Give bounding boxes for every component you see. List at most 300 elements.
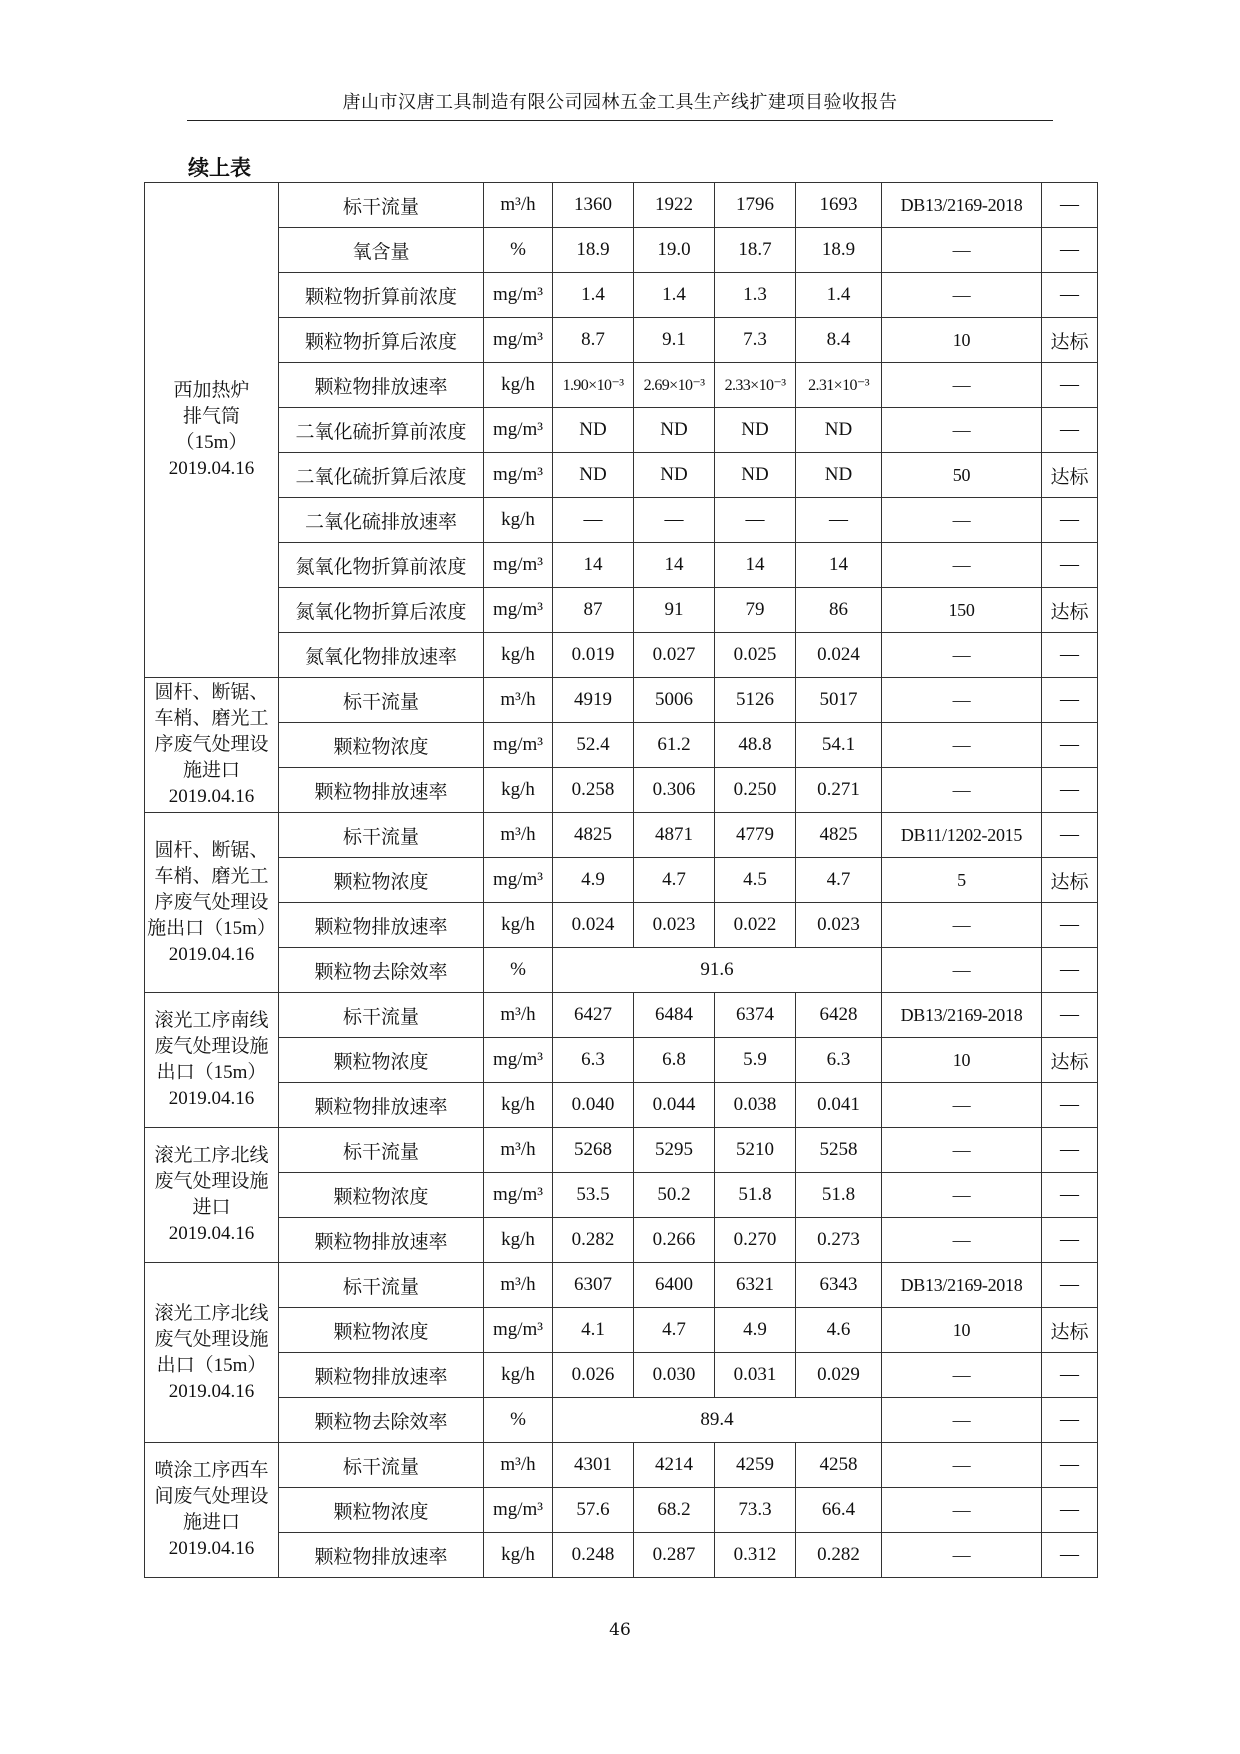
location-cell	[145, 678, 279, 813]
unit-cell: mg/m³	[484, 1308, 553, 1353]
table-row	[145, 1398, 1098, 1443]
value-cell: 19.0	[634, 228, 715, 273]
item-cell: 标干流量	[279, 183, 484, 228]
value-cell: 1922	[634, 183, 715, 228]
value-cell: 1796	[715, 183, 796, 228]
result-cell: 达标	[1042, 1308, 1098, 1353]
value-cell: 4301	[553, 1443, 634, 1488]
unit-cell: kg/h	[484, 1083, 553, 1128]
location-line: 施进口	[182, 760, 240, 781]
standard-cell: —	[882, 1083, 1042, 1128]
value-cell: 0.030	[634, 1353, 715, 1398]
value-cell: 4.7	[634, 858, 715, 903]
value-cell: 0.250	[715, 768, 796, 813]
value-cell: 4.9	[715, 1308, 796, 1353]
location-line: 2019.04.16	[168, 1223, 255, 1244]
value-cell: 0.282	[796, 1533, 882, 1578]
table-row	[145, 1128, 1098, 1173]
unit-cell: kg/h	[484, 903, 553, 948]
value-cell: 5295	[634, 1128, 715, 1173]
value-cell: 4258	[796, 1443, 882, 1488]
location-line: 出口（15m）	[156, 1062, 267, 1083]
value-cell: 0.019	[553, 633, 634, 678]
value-cell: 6343	[796, 1263, 882, 1308]
value-cell: 4.1	[553, 1308, 634, 1353]
standard-cell: 50	[882, 453, 1042, 498]
value-cell: 0.029	[796, 1353, 882, 1398]
value-cell: 52.4	[553, 723, 634, 768]
item-cell: 标干流量	[279, 1443, 484, 1488]
value-cell: 4.5	[715, 858, 796, 903]
standard-cell: —	[882, 1128, 1042, 1173]
value-cell: 0.273	[796, 1218, 882, 1263]
item-cell: 颗粒物排放速率	[279, 1353, 484, 1398]
value-cell: 4259	[715, 1443, 796, 1488]
standard-cell: —	[882, 498, 1042, 543]
item-cell: 二氧化硫排放速率	[279, 498, 484, 543]
value-cell: 18.9	[796, 228, 882, 273]
table-row	[145, 1263, 1098, 1308]
result-cell: —	[1042, 1353, 1098, 1398]
unit-cell: m³/h	[484, 1128, 553, 1173]
value-cell: 2.31×10⁻³	[796, 363, 882, 408]
value-cell: ND	[796, 408, 882, 453]
result-cell: —	[1042, 993, 1098, 1038]
value-cell: 0.044	[634, 1083, 715, 1128]
item-cell: 标干流量	[279, 813, 484, 858]
value-cell: 0.025	[715, 633, 796, 678]
value-cell: 4.6	[796, 1308, 882, 1353]
location-line: 圆杆、断锯、	[154, 682, 269, 703]
table-row	[145, 498, 1098, 543]
unit-cell: mg/m³	[484, 1488, 553, 1533]
table-row	[145, 228, 1098, 273]
value-cell: 0.287	[634, 1533, 715, 1578]
value-cell: 4825	[553, 813, 634, 858]
table-row	[145, 273, 1098, 318]
value-cell: 4.7	[634, 1308, 715, 1353]
unit-cell: mg/m³	[484, 408, 553, 453]
standard-cell: 10	[882, 1308, 1042, 1353]
location-cell	[145, 1128, 279, 1263]
value-cell: 0.024	[553, 903, 634, 948]
result-cell: —	[1042, 1218, 1098, 1263]
item-cell: 颗粒物浓度	[279, 723, 484, 768]
value-cell: ND	[715, 453, 796, 498]
result-cell: —	[1042, 1128, 1098, 1173]
value-cell: 5258	[796, 1128, 882, 1173]
value-cell: 4.7	[796, 858, 882, 903]
table-row	[145, 633, 1098, 678]
standard-cell: —	[882, 678, 1042, 723]
unit-cell: kg/h	[484, 1353, 553, 1398]
unit-cell: kg/h	[484, 1218, 553, 1263]
standard-cell: —	[882, 948, 1042, 993]
value-cell: —	[796, 498, 882, 543]
value-cell: 6427	[553, 993, 634, 1038]
unit-cell: mg/m³	[484, 543, 553, 588]
table-row	[145, 408, 1098, 453]
standard-cell: —	[882, 1443, 1042, 1488]
location-line: 进口	[192, 1197, 231, 1218]
location-line: 西加热炉	[173, 380, 250, 401]
value-cell: 6.3	[553, 1038, 634, 1083]
value-cell: 87	[553, 588, 634, 633]
result-cell: —	[1042, 273, 1098, 318]
table-row	[145, 363, 1098, 408]
unit-cell: mg/m³	[484, 588, 553, 633]
location-line: 滚光工序南线	[154, 1010, 269, 1031]
value-cell: 6374	[715, 993, 796, 1038]
standard-cell: —	[882, 1488, 1042, 1533]
value-cell: 0.031	[715, 1353, 796, 1398]
value-cell: 0.027	[634, 633, 715, 678]
unit-cell: kg/h	[484, 363, 553, 408]
item-cell: 标干流量	[279, 1263, 484, 1308]
result-cell: —	[1042, 1173, 1098, 1218]
standard-cell: —	[882, 1398, 1042, 1443]
location-line: 施出口（15m）	[147, 917, 276, 939]
location-line: 废气处理设施	[154, 1328, 269, 1350]
value-cell: ND	[796, 453, 882, 498]
item-cell: 颗粒物浓度	[279, 858, 484, 903]
table-row	[145, 1443, 1098, 1488]
standard-cell: 10	[882, 1038, 1042, 1083]
table-row	[145, 1353, 1098, 1398]
value-cell: 0.023	[634, 903, 715, 948]
value-cell: 0.022	[715, 903, 796, 948]
value-cell: 9.1	[634, 318, 715, 363]
value-cell: 51.8	[796, 1173, 882, 1218]
unit-cell: mg/m³	[484, 1173, 553, 1218]
unit-cell: m³/h	[484, 993, 553, 1038]
table-row	[145, 858, 1098, 903]
item-cell: 颗粒物浓度	[279, 1038, 484, 1083]
table-row	[145, 1173, 1098, 1218]
value-cell: —	[715, 498, 796, 543]
result-cell: 达标	[1042, 858, 1098, 903]
standard-cell: —	[882, 633, 1042, 678]
location-line: 2019.04.16	[168, 1538, 255, 1559]
location-cell	[145, 1443, 279, 1578]
result-cell: —	[1042, 1533, 1098, 1578]
result-cell: —	[1042, 1398, 1098, 1443]
item-cell: 颗粒物排放速率	[279, 768, 484, 813]
value-cell: 1.4	[553, 273, 634, 318]
table-row	[145, 318, 1098, 363]
table-row	[145, 543, 1098, 588]
value-cell: 73.3	[715, 1488, 796, 1533]
table-row	[145, 813, 1098, 858]
unit-cell: %	[484, 1398, 553, 1443]
page-number: 46	[609, 1620, 631, 1640]
value-cell: ND	[715, 408, 796, 453]
item-cell: 颗粒物排放速率	[279, 1218, 484, 1263]
value-cell: 54.1	[796, 723, 882, 768]
location-line: 废气处理设施	[154, 1036, 269, 1057]
standard-cell: DB13/2169-2018	[882, 993, 1042, 1038]
value-cell: 2.69×10⁻³	[634, 363, 715, 408]
value-cell: 53.5	[553, 1173, 634, 1218]
merged-value-cell: 91.6	[553, 948, 882, 993]
standard-cell: —	[882, 768, 1042, 813]
table-row	[145, 903, 1098, 948]
value-cell: 0.282	[553, 1218, 634, 1263]
table-row	[145, 1083, 1098, 1128]
table-row	[145, 1533, 1098, 1578]
value-cell: 1360	[553, 183, 634, 228]
value-cell: 6.8	[634, 1038, 715, 1083]
value-cell: 0.040	[553, 1083, 634, 1128]
value-cell: 6.3	[796, 1038, 882, 1083]
standard-cell: —	[882, 903, 1042, 948]
item-cell: 标干流量	[279, 993, 484, 1038]
value-cell: 4871	[634, 813, 715, 858]
result-cell: —	[1042, 183, 1098, 228]
unit-cell: kg/h	[484, 1533, 553, 1578]
value-cell: —	[553, 498, 634, 543]
standard-cell: —	[882, 1218, 1042, 1263]
value-cell: 8.4	[796, 318, 882, 363]
table-row	[145, 1218, 1098, 1263]
result-cell: —	[1042, 948, 1098, 993]
standard-cell: —	[882, 543, 1042, 588]
value-cell: ND	[553, 453, 634, 498]
value-cell: 8.7	[553, 318, 634, 363]
value-cell: 0.023	[796, 903, 882, 948]
unit-cell: kg/h	[484, 768, 553, 813]
monitoring-results-table	[144, 182, 1098, 1578]
value-cell: 57.6	[553, 1488, 634, 1533]
value-cell: 18.9	[553, 228, 634, 273]
standard-cell: 150	[882, 588, 1042, 633]
table-row	[145, 723, 1098, 768]
merged-value-cell: 89.4	[553, 1398, 882, 1443]
value-cell: 0.271	[796, 768, 882, 813]
item-cell: 颗粒物折算后浓度	[279, 318, 484, 363]
unit-cell: mg/m³	[484, 858, 553, 903]
item-cell: 氮氧化物折算后浓度	[279, 588, 484, 633]
location-line: 排气筒	[182, 406, 240, 427]
value-cell: 6321	[715, 1263, 796, 1308]
item-cell: 颗粒物排放速率	[279, 1533, 484, 1578]
location-cell	[145, 183, 279, 678]
standard-cell: 10	[882, 318, 1042, 363]
value-cell: 86	[796, 588, 882, 633]
unit-cell: m³/h	[484, 1443, 553, 1488]
standard-cell: 5	[882, 858, 1042, 903]
value-cell: 91	[634, 588, 715, 633]
value-cell: 1.90×10⁻³	[553, 363, 634, 408]
unit-cell: kg/h	[484, 633, 553, 678]
location-line: 序废气处理设	[154, 891, 269, 913]
result-cell: —	[1042, 903, 1098, 948]
unit-cell: %	[484, 948, 553, 993]
result-cell: —	[1042, 678, 1098, 723]
page-header: 唐山市汉唐工具制造有限公司园林五金工具生产线扩建项目验收报告	[187, 88, 1053, 121]
item-cell: 颗粒物浓度	[279, 1308, 484, 1353]
location-line: 施进口	[182, 1512, 240, 1533]
location-line: 2019.04.16	[168, 786, 255, 807]
result-cell: —	[1042, 543, 1098, 588]
standard-cell: DB13/2169-2018	[882, 1263, 1042, 1308]
item-cell: 颗粒物排放速率	[279, 363, 484, 408]
value-cell: 48.8	[715, 723, 796, 768]
value-cell: 1.4	[796, 273, 882, 318]
standard-cell: —	[882, 1353, 1042, 1398]
unit-cell: mg/m³	[484, 1038, 553, 1083]
table-row	[145, 948, 1098, 993]
location-line: 2019.04.16	[168, 1380, 255, 1402]
result-cell: —	[1042, 723, 1098, 768]
location-line: 2019.04.16	[168, 458, 255, 479]
value-cell: 6484	[634, 993, 715, 1038]
location-line: 间废气处理设	[154, 1486, 269, 1507]
location-cell	[145, 813, 279, 993]
value-cell: 6400	[634, 1263, 715, 1308]
location-line: 序废气处理设	[154, 734, 269, 755]
standard-cell: DB13/2169-2018	[882, 183, 1042, 228]
value-cell: 14	[796, 543, 882, 588]
value-cell: 5210	[715, 1128, 796, 1173]
item-cell: 颗粒物折算前浓度	[279, 273, 484, 318]
value-cell: 5126	[715, 678, 796, 723]
value-cell: 5.9	[715, 1038, 796, 1083]
item-cell: 颗粒物排放速率	[279, 903, 484, 948]
value-cell: 0.258	[553, 768, 634, 813]
value-cell: 4825	[796, 813, 882, 858]
value-cell: 1.4	[634, 273, 715, 318]
value-cell: 0.024	[796, 633, 882, 678]
table-row	[145, 183, 1098, 228]
value-cell: 5268	[553, 1128, 634, 1173]
value-cell: 61.2	[634, 723, 715, 768]
location-cell	[145, 993, 279, 1128]
value-cell: 0.312	[715, 1533, 796, 1578]
value-cell: 1.3	[715, 273, 796, 318]
location-cell	[145, 1263, 279, 1443]
value-cell: 1693	[796, 183, 882, 228]
value-cell: 0.038	[715, 1083, 796, 1128]
result-cell: —	[1042, 1443, 1098, 1488]
value-cell: ND	[634, 453, 715, 498]
value-cell: 4779	[715, 813, 796, 858]
item-cell: 二氧化硫折算后浓度	[279, 453, 484, 498]
value-cell: 5017	[796, 678, 882, 723]
table-row	[145, 453, 1098, 498]
location-line: 滚光工序北线	[154, 1302, 269, 1324]
value-cell: 5006	[634, 678, 715, 723]
result-cell: —	[1042, 363, 1098, 408]
value-cell: ND	[634, 408, 715, 453]
result-cell: —	[1042, 408, 1098, 453]
value-cell: 68.2	[634, 1488, 715, 1533]
table-row	[145, 1488, 1098, 1533]
location-line: 出口（15m）	[156, 1354, 267, 1376]
table-row	[145, 588, 1098, 633]
value-cell: 14	[553, 543, 634, 588]
value-cell: 7.3	[715, 318, 796, 363]
table-row	[145, 1038, 1098, 1083]
item-cell: 颗粒物去除效率	[279, 1398, 484, 1443]
location-line: 车梢、磨光工	[154, 708, 269, 729]
result-cell: 达标	[1042, 588, 1098, 633]
unit-cell: m³/h	[484, 1263, 553, 1308]
value-cell: 0.306	[634, 768, 715, 813]
result-cell: 达标	[1042, 453, 1098, 498]
result-cell: —	[1042, 768, 1098, 813]
result-cell: —	[1042, 1083, 1098, 1128]
table-row	[145, 1308, 1098, 1353]
location-line: 圆杆、断锯、	[154, 839, 269, 861]
result-cell: —	[1042, 633, 1098, 678]
location-line: 2019.04.16	[168, 1088, 255, 1109]
standard-cell: —	[882, 1173, 1042, 1218]
standard-cell: —	[882, 273, 1042, 318]
value-cell: 0.270	[715, 1218, 796, 1263]
item-cell: 颗粒物去除效率	[279, 948, 484, 993]
value-cell: 2.33×10⁻³	[715, 363, 796, 408]
table-row	[145, 678, 1098, 723]
value-cell: 4.9	[553, 858, 634, 903]
value-cell: 4214	[634, 1443, 715, 1488]
item-cell: 氮氧化物折算前浓度	[279, 543, 484, 588]
result-cell: —	[1042, 813, 1098, 858]
result-cell: 达标	[1042, 318, 1098, 363]
item-cell: 颗粒物浓度	[279, 1173, 484, 1218]
table-row	[145, 768, 1098, 813]
value-cell: 50.2	[634, 1173, 715, 1218]
result-cell: —	[1042, 228, 1098, 273]
unit-cell: m³/h	[484, 183, 553, 228]
standard-cell: —	[882, 1533, 1042, 1578]
location-line: 2019.04.16	[168, 943, 255, 965]
unit-cell: %	[484, 228, 553, 273]
standard-cell: —	[882, 408, 1042, 453]
unit-cell: mg/m³	[484, 273, 553, 318]
value-cell: 6428	[796, 993, 882, 1038]
unit-cell: m³/h	[484, 678, 553, 723]
value-cell: 51.8	[715, 1173, 796, 1218]
value-cell: 0.041	[796, 1083, 882, 1128]
unit-cell: m³/h	[484, 813, 553, 858]
item-cell: 二氧化硫折算前浓度	[279, 408, 484, 453]
item-cell: 颗粒物排放速率	[279, 1083, 484, 1128]
unit-cell: mg/m³	[484, 453, 553, 498]
table-row	[145, 993, 1098, 1038]
value-cell: 66.4	[796, 1488, 882, 1533]
result-cell: 达标	[1042, 1038, 1098, 1083]
value-cell: ND	[553, 408, 634, 453]
value-cell: 0.266	[634, 1218, 715, 1263]
location-line: 车梢、磨光工	[154, 865, 269, 887]
item-cell: 颗粒物浓度	[279, 1488, 484, 1533]
item-cell: 标干流量	[279, 1128, 484, 1173]
item-cell: 氮氧化物排放速率	[279, 633, 484, 678]
continued-label: 续上表	[188, 156, 251, 180]
value-cell: 0.026	[553, 1353, 634, 1398]
result-cell: —	[1042, 498, 1098, 543]
value-cell: 6307	[553, 1263, 634, 1308]
result-cell: —	[1042, 1263, 1098, 1308]
unit-cell: kg/h	[484, 498, 553, 543]
result-cell: —	[1042, 1488, 1098, 1533]
value-cell: 14	[715, 543, 796, 588]
location-line: 喷涂工序西车	[154, 1460, 269, 1481]
standard-cell: DB11/1202-2015	[882, 813, 1042, 858]
value-cell: 14	[634, 543, 715, 588]
value-cell: 79	[715, 588, 796, 633]
